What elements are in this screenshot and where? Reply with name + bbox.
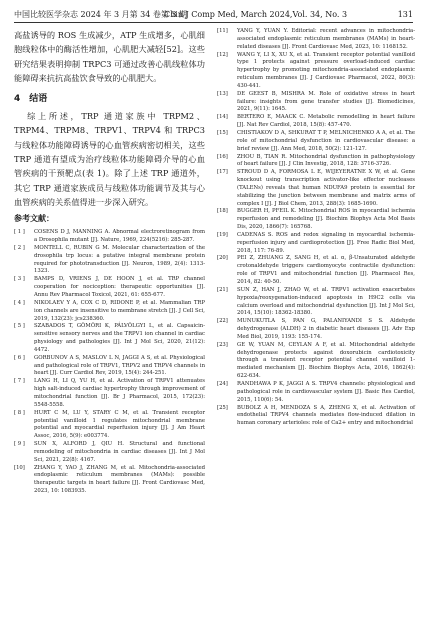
reference-item	[14, 410, 205, 441]
reference-item	[217, 91, 415, 115]
page-number: 131	[397, 10, 413, 19]
reference-number: [11]	[217, 28, 228, 34]
reference-text: CHISTIAKOV D A, SHKURAT T P, MELNICHENKO A A, et al. The role of mitochondrial dysfunction in cardiovascular disease: a brief review [J]. Ann Med, 2018, 50(2): 121-127.	[237, 129, 415, 152]
right-column	[217, 28, 415, 428]
reference-number: [21]	[217, 286, 228, 293]
reference-text: LANG H, LI Q, YU H, et al. Activation of TRPV1 attenuates high salt-induced cardiac hypertrophy through improvement of mitochondrial function [J]. Br J Pharmacol, 2015, 172(23): 5548-5558.	[34, 378, 205, 408]
reference-text: BUBOLZ A H, MENDOZA S A, ZHENG X, et al. Activation of endothelial TRPV4 channels mediates flow-induced dilation in human coronary arterioles: role of Ca2+ entry and mitochondrial	[237, 404, 415, 427]
reference-text: WANG Y, LI X, XU X, et al. Transient receptor potential vanilloid type 1 protects against pressure overload-induced cardiac hypertrophy by promoting mitochondria-associated endoplasmic reticulum membranes [J]. J Cardiovasc Pharmacol, 2022, 80(3): 430-441.	[237, 51, 415, 89]
reference-item	[14, 465, 205, 496]
reference-number: [ 8 ]	[14, 409, 25, 416]
reference-number: [ 4 ]	[14, 299, 25, 306]
reference-item	[217, 381, 415, 405]
reference-text: PEI Z, ZHUANG Z, SANG H, et al. α, β-Unsaturated aldehyde crotonaldehyde triggers cardiomyocyte contractile dysfunction: role of TRPV1 and mitochondrial function [J]. Pharmacol Res, 2014, 82: 40-50.	[237, 255, 415, 285]
reference-text: CADENAS S. ROS and redox signaling in myocardial ischemia-reperfusion injury and cardioprotection [J]. Free Radic Biol Med, 2018, 117: 76-89.	[237, 231, 415, 254]
reference-number: [17]	[217, 169, 228, 176]
reference-text: BAMPS D, VRIENS J, DE HOON J, et al. TRP channel cooperation for nociception: therapeutic opportunities [J]. Annu Rev Pharmacol Toxicol, 2021, 61: 655-677.	[34, 276, 205, 299]
reference-item	[217, 154, 415, 170]
reference-number: [25]	[217, 404, 228, 411]
reference-text: SZABADOS T, GÖMÖRI K, PÁLVÖLGYI L, et al. Capsaicin-sensitive sensory nerves and the TRPV1 ion channel in cardiac physiology and pathologies [J]. Int J Mol Sci, 2020, 21(12): 4472.	[34, 323, 205, 353]
reference-text: SUN X, ALFORD J, QIU H. Structural and functional remodeling of mitochondria in cardiac diseases [J]. Int J Mol Sci, 2021, 22(8): 4167.	[34, 441, 205, 463]
reference-item	[217, 405, 415, 429]
reference-text: GORBUNOV A S, MASLOV L N, JAGGI A S, et al. Physiological and pathological role of TRPV1, TRPV2 and TRPV4 channels in heart [J]. Curr Cardiol Rev, 2019, 15(4): 244-251.	[34, 354, 205, 377]
reference-text: RANDHAWA P K, JAGGI A S. TRPV4 channels: physiological and pathological role in cardiovascular system [J]. Basic Res Cardiol, 2015, 110(6): 54.	[237, 380, 415, 403]
page-header	[14, 8, 413, 23]
reference-number: [24]	[217, 380, 228, 387]
reference-item	[217, 114, 415, 130]
reference-text: YANG Y, YUAN Y. Editorial: recent advances in mitochondria-associated endoplasmic reticulum membranes (MAMs) in heart-related diseases [J]. Front Cardiovasc Med, 2023, 10: 1168152.	[237, 28, 415, 50]
reference-item	[14, 441, 205, 465]
reference-list-right	[217, 28, 415, 428]
reference-list-left	[14, 229, 205, 496]
reference-text: NIKOLAEV Y A, COX C D, RIDONE P, et al. Mammalian TRP ion channels are insensitive to membrane stretch [J]. J Cell Sci, 2019, 132(23): jcs238360.	[34, 299, 205, 322]
reference-number: [19]	[217, 231, 228, 238]
reference-item	[14, 276, 205, 300]
reference-number: [20]	[217, 255, 228, 262]
reference-item	[14, 229, 205, 245]
reference-text: SUN Z, HAN J, ZHAO W, et al. TRPV1 activation exacerbates hypoxia/reoxygenation-induced apoptosis in H9C2 cells via calcium overload and mitochondrial dysfunction [J]. Int J Mol Sci, 2014, 15(10): 18362-18380.	[237, 286, 415, 317]
reference-item	[217, 52, 415, 91]
left-column	[14, 28, 205, 496]
reference-item	[14, 245, 205, 276]
reference-text: MONTELL C, RUBIN G M. Molecular characterization of the drosophila trp locus: a putative integral membrane protein required for phototransduction [J]. Neuron, 1989, 2(4): 1313-1323.	[34, 244, 205, 275]
journal-name-english: Chin J Comp Med, March 2024,Vol. 34, No. 3	[164, 10, 348, 19]
reference-item	[217, 130, 415, 154]
reference-item	[217, 287, 415, 318]
reference-item	[14, 355, 205, 379]
reference-number: [ 2 ]	[14, 244, 25, 251]
reference-text: COSENS D J, MANNING A. Abnormal electroretinogram from a Drosophila mutant [J]. Nature, 1969, 224(5216): 285-287.	[34, 229, 205, 244]
reference-item	[217, 318, 415, 342]
reference-number: [ 6 ]	[14, 354, 25, 361]
conclusion-paragraph: 综上所述，TRP 通道家族中 TRPM2、TRPM4、TRPM8、TRPV1、TRPV4 和 TRPC3 与线粒体功能障碍诱导的心血管疾病密切相关，这些 TRP 通道有望成为治疗线粒体功能障碍介导的心血管疾病的干预靶点(表 1)。除了上述 TRP 通道外，其它 TRP 通道家族成员与线粒体功能调节及其与心血管疾病的关系值得进一步深入研究。	[14, 111, 205, 207]
reference-text: GE W, YUAN M, CEYLAN A F, et al. Mitochondrial aldehyde dehydrogenase protects against doxorubicin cardiotoxicity through a transient receptor potential channel vanilloid 1-mediated mechanism [J]. Biochim Biophys Acta, 2016, 1862(4): 622-634.	[237, 341, 415, 380]
reference-number: [23]	[217, 341, 228, 348]
reference-number: [14]	[217, 114, 228, 121]
reference-number: [13]	[217, 90, 228, 97]
reference-number: [22]	[217, 318, 228, 325]
reference-text: HURT C M, LU Y, STARY C M, et al. Transient receptor potential vanilloid 1 regulates mitochondrial membrane potential and myocardial reperfusion injury [J]. J Am Heart Assoc, 2016, 5(9): e003774.	[34, 409, 205, 440]
reference-item	[217, 342, 415, 381]
reference-text: ZHANG Y, YAO J, ZHANG M, et al. Mitochondria-associated endoplasmic reticulum membranes (MAMs): possible therapeutic targets in heart failure [J]. Front Cardiovasc Med, 2023, 10: 1083935.	[34, 464, 205, 495]
reference-item	[217, 232, 415, 256]
reference-number: [ 7 ]	[14, 378, 25, 385]
journal-name: 中国比较医学杂志 2024 年 3 月第 34 卷第 3 期	[14, 10, 188, 19]
reference-text: BERTERO E, MAACK C. Metabolic remodelling in heart failure [J]. Nat Rev Cardiol, 2018, 15(8): 457-470.	[237, 114, 415, 129]
reference-item	[217, 255, 415, 286]
reference-text: ZHOU B, TIAN R. Mitochondrial dysfunction in pathophysiology of heart failure [J]. J Clin Investig, 2018, 128: 3716-3726.	[237, 153, 415, 168]
reference-item	[14, 323, 205, 354]
reference-number: [ 9 ]	[14, 441, 25, 448]
section-title-conclusion: 4 结语	[14, 94, 48, 105]
reference-item	[14, 300, 205, 324]
reference-item	[217, 169, 415, 208]
reference-text: STROUD D A, FORMOSA L E, WIJEYERATNE X W, et al. Gene knockout using transcription activator-like effector nucleases (TALENs) reveals that human NDUFA9 protein is essential for stabilizing the junction between membrane and matrix arms of complex I [J]. J Biol Chem, 2013, 288(3): 1685-1690.	[237, 169, 415, 207]
reference-number: [ 3 ]	[14, 276, 25, 283]
references-title: 参考文献：	[14, 214, 54, 224]
reference-number: [15]	[217, 129, 228, 136]
continued-paragraph: 高盐诱导的 ROS 生成减少，ATP 生成增多，心肌细胞线粒体中的酶活性增加，心肌肥大减轻[52]。这些研究结果表明抑制 TRPC3 可通过改善心肌线粒体功能障碍来抗抗高盐饮食导致的心肌肥大。	[14, 30, 205, 83]
reference-number: [ 5 ]	[14, 323, 25, 330]
reference-item	[217, 28, 415, 52]
reference-item	[14, 378, 205, 409]
reference-number: [18]	[217, 208, 228, 215]
reference-text: BUGGER H, PFEIL K. Mitochondrial ROS in myocardial ischemia reperfusion and remodeling [J]. Biochim Biophys Acta Mol Basis Dis, 2020, 1866(7): 165768.	[237, 208, 415, 231]
reference-item	[217, 208, 415, 232]
reference-text: MUNUKUTLA S, PAN G, PALANIYANDI S S. Aldehyde dehydrogenase (ALDH) 2 in diabetic heart diseases [J]. Adv Exp Med Biol, 2019, 1193: 155-174.	[237, 318, 415, 340]
reference-number: [12]	[217, 51, 228, 58]
reference-number: [10]	[14, 464, 25, 471]
reference-number: [16]	[217, 153, 228, 160]
reference-number: [ 1 ]	[14, 229, 25, 236]
reference-text: DE GEEST B, MISHRA M. Role of oxidative stress in heart failure: insights from gene transfer studies [J]. Biomedicines, 2021, 9(11): 1645.	[237, 90, 415, 113]
